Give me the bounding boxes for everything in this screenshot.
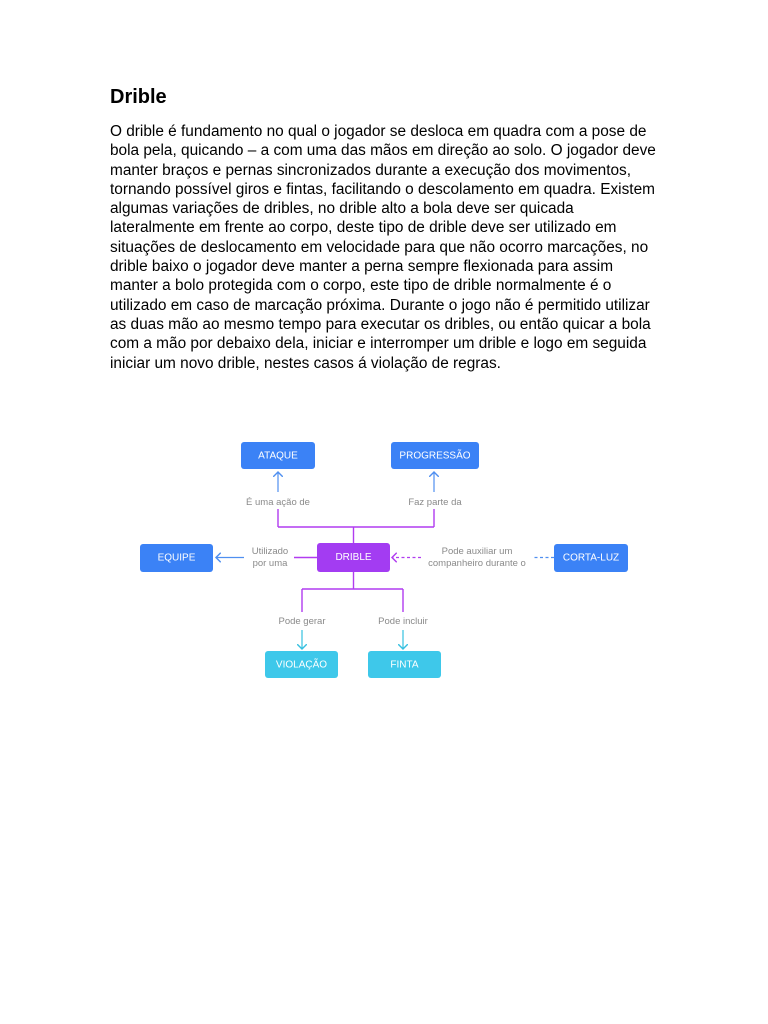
edge-label-progressao: Faz parte da <box>408 497 462 508</box>
edge-label-corta-luz-line1: Pode auxiliar um <box>441 546 513 557</box>
svg-text:PROGRESSÃO: PROGRESSÃO <box>399 450 471 462</box>
svg-text:DRIBLE: DRIBLE <box>335 552 372 564</box>
edge-label-ataque: É uma ação de <box>246 497 310 508</box>
edge-label-equipe-line1: Utilizado <box>251 546 289 557</box>
node-finta <box>368 651 441 678</box>
svg-text:ATAQUE: ATAQUE <box>258 450 298 462</box>
connector-down <box>302 572 403 649</box>
body-paragraph: O drible é fundamento no qual o jogador se desloca em quadra com a pose de bola pela, quicando – a com uma das mãos em direção ao solo. O jogador deve manter braços e pernas sincronizados durante a execução dos movimentos, tornando possível giros e fintas, facilitando o descolamento em quadra. Existem algumas variações de dribles, no drible alto a bola deve ser quicada lateralmente em frente ao corpo, deste tipo de drible deve ser utilizado em situações de deslocamento em velocidade para que não ocorro marcações, no drible baixo o jogador deve manter a perna sempre flexionada para assim manter a bolo protegida com o corpo, este tipo de drible normalmente é o utilizado em caso de marcação próxima. Durante o jogo não é permitido utilizar as duas mão ao mesmo tempo para executar os dribles, ou então quicar a bola com a mão por debaixo dela, iniciar e interromper um drible e logo em seguida iniciar um novo drible, nestes casos á violação de regras. <box>110 123 656 372</box>
edge-label-equipe-line2: por uma <box>252 558 288 569</box>
svg-text:FINTA: FINTA <box>390 659 419 671</box>
svg-text:VIOLAÇÃO: VIOLAÇÃO <box>275 659 328 671</box>
svg-text:CORTA-LUZ: CORTA-LUZ <box>562 552 620 564</box>
node-drible <box>317 543 390 572</box>
edge-label-finta: Pode incluir <box>378 616 428 627</box>
node-progressao <box>391 442 479 469</box>
node-ataque <box>241 442 315 469</box>
edge-label-violacao: Pode gerar <box>278 616 326 627</box>
svg-text:EQUIPE: EQUIPE <box>157 552 196 564</box>
edge-label-corta-luz-line2: companheiro durante o <box>428 558 526 569</box>
node-corta-luz <box>554 544 628 572</box>
node-equipe <box>140 544 213 572</box>
page-title: Drible <box>110 86 167 108</box>
node-violacao <box>265 651 338 678</box>
